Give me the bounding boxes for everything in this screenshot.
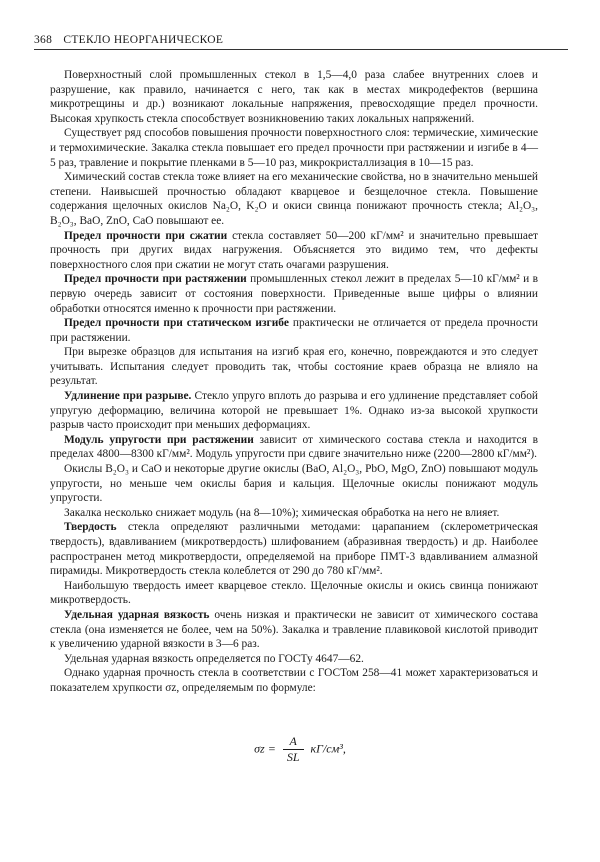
formula-numerator: A — [283, 734, 304, 750]
paragraph: Предел прочности при статическом изгибе практически не отличается от предела прочности при растяжении. — [50, 317, 538, 344]
paragraph: Химический состав стекла тоже влияет на его механические свойства, но в значительно меньшей степени. Наивысшей прочностью обладают кварцевое и безщелочное стекла. Повышение содержания щелочных окислов Na₂O, K₂O и окиси свинца понижают прочность стекла; Al₂O₃, B₂O₃, BaO, ZnO, CaO повышают ее. — [50, 171, 538, 227]
paragraph: Удельная ударная вязкость определяется по ГОСТу 4647—62. — [64, 652, 364, 665]
formula-unit: кГ/см³, — [310, 741, 346, 756]
formula-lhs: σz = — [254, 741, 276, 756]
paragraph: Удельная ударная вязкость очень низкая и практически не зависит от химического состава стекла (она изменяется не более, чем на 50%). Закалка и травление плавиковой кислотой приводит к увеличению ударной вязкости в 3—6 раз. — [50, 608, 538, 651]
paragraph: Однако ударная прочность стекла в соответствии с ГОСТом 258—41 может характеризоваться и показателем хрупкости σz, определяемым по формуле: — [50, 667, 538, 694]
paragraph: Предел прочности при растяжении промышленных стекол лежит в пределах 5—10 кГ/мм² и в первую очередь зависит от состояния поверхности. Приведенные выше цифры о влиянии обработки относятся именно к прочности при растяжении. — [50, 273, 538, 315]
paragraph: Закалка несколько снижает модуль (на 8—10%); химическая обработка на него не влияет. — [64, 506, 500, 519]
body-text — [50, 68, 538, 696]
page-number: 368 — [34, 34, 53, 46]
paragraph: Окислы B₂O₃ и CaO и некоторые другие окислы (BaO, Al₂O₃, PbO, MgO, ZnO) повышают модуль упругости, но меньше чем окислы бария и кальция. Щелочные окислы понижают модуль упругости. — [50, 463, 538, 505]
paragraph: При вырезке образцов для испытания на изгиб края его, конечно, повреждаются и это следует учитывать. Испытания следует проводить так, чтобы состояние краев образца не влияло на результат. — [50, 346, 538, 388]
paragraph: Существует ряд способов повышения прочности поверхностного слоя: термические, химические и термохимические. Закалка стекла повышает его предел прочности при растяжении и изгибе в 4—5 раз, травление и покрытие пленками в 5—10 раз, микрокристаллизация в 10—15 раз. — [50, 127, 538, 169]
paragraph: Наибольшую твердость имеет кварцевое стекло. Щелочные окислы и окись свинца понижают микротвердость. — [50, 579, 538, 607]
paragraph: Твердость стекла определяют различными методами: царапанием (склерометрическая твердость), вдавливанием (микротвердость) шлифованием (абразивная твердость) и др. Наиболее распространен метод микротвердости, определяемой на приборе ПМТ-3 вдавливанием алмазной пирамиды. Микротвердость стекла колеблется от 290 до 780 кГ/мм². — [50, 521, 538, 578]
running-header — [34, 34, 568, 50]
formula-denominator: SL — [286, 750, 300, 764]
brittleness-formula — [0, 734, 600, 765]
chapter-title: СТЕКЛО НЕОРГАНИЧЕСКОЕ — [63, 34, 224, 46]
paragraph: Поверхностный слой промышленных стекол в 1,5—4,0 раза слабее внутренних слоев и разрушение, как правило, начинается с него, так как в местах микродефектов (вершина микротрещины и др.) возникают локальные напряжения, превосходящие предел прочности. Высокая хрупкость стекла способствует возникновению таких локальных напряжений. — [50, 69, 538, 125]
formula-fraction — [283, 734, 304, 765]
paragraph: Модуль упругости при растяжении зависит от химического состава стекла и находится в пределах 4800—8300 кГ/мм². Модуль упругости при сдвиге значительно ниже (2200—2800 кГ/мм²). — [50, 433, 538, 461]
paragraph: Удлинение при разрыве. Стекло упруго вплоть до разрыва и его удлинение представляет собой упругую деформацию, величина которой не превышает 1%. Однако из-за высокой хрупкости разрыв часто происходит при меньших деформациях. — [50, 390, 539, 432]
paragraph: Предел прочности при сжатии стекла составляет 50—200 кГ/мм² и значительно превышает прочность при других видах нагружения. Объясняется это видимо тем, что дефекты поверхностного слоя при сжатии не могут стать очагами разрушения. — [50, 229, 538, 271]
